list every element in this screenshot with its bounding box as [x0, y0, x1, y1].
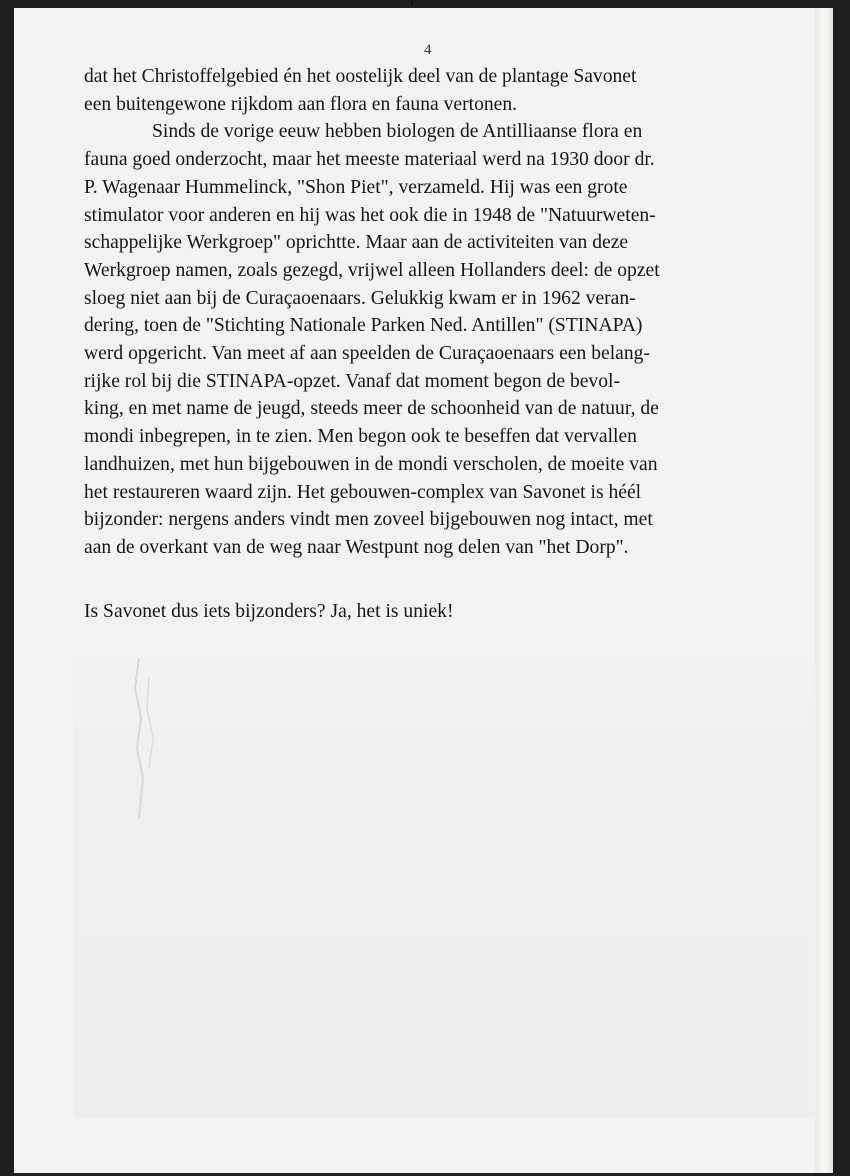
text-line: een buitengewone rijkdom aan flora en fauna vertonen. — [84, 93, 518, 115]
closing-line: Is Savonet dus iets bijzonders? Ja, het is uniek! — [84, 601, 454, 622]
page-edge-shadow — [815, 8, 833, 1173]
text-line: P. Wagenaar Hummelinck, "Shon Piet", verzameld. Hij was een grote — [84, 176, 628, 198]
text-line: werd opgericht. Van meet af aan speelden de Curaçaoenaars een belang- — [84, 343, 650, 365]
text-line: Werkgroep namen, zoals gezegd, vrijwel alleen Hollanders deel: de opzet — [84, 259, 660, 281]
page-number: 4 — [424, 42, 432, 58]
text-line: landhuizen, met hun bijgebouwen in de mondi verscholen, de moeite van — [84, 453, 658, 475]
page-edge-mark — [411, 0, 413, 6]
text-line: stimulator voor anderen en hij was het ook die in 1948 de "Natuurweten- — [84, 204, 656, 226]
text-line: sloeg niet aan bij de Curaçaoenaars. Gelukkig kwam er in 1962 veran- — [84, 287, 636, 309]
text-line: dering, toen de "Stichting Nationale Parken Ned. Antillen" (STINAPA) — [84, 315, 643, 337]
text-line: rijke rol bij die STINAPA-opzet. Vanaf dat moment begon de bevol- — [84, 370, 620, 392]
text-line: mondi inbegrepen, in te zien. Men begon ook te beseffen dat vervallen — [84, 426, 637, 448]
text-line: aan de overkant van de weg naar Westpunt nog delen van "het Dorp". — [84, 536, 629, 558]
paper-scuff-marks — [109, 648, 169, 838]
document-page — [14, 8, 833, 1173]
text-line: het restaureren waard zijn. Het gebouwen-complex van Savonet is héél — [84, 481, 642, 503]
text-line: Sinds de vorige eeuw hebben biologen de Antilliaanse flora en — [152, 121, 643, 143]
text-line: king, en met name de jeugd, steeds meer de schoonheid van de natuur, de — [84, 398, 659, 420]
reverse-side-bleed-through — [74, 648, 814, 1118]
text-line: dat het Christoffelgebied én het oostelijk deel van de plantage Savonet — [84, 66, 637, 87]
text-line: schappelijke Werkgroep" oprichtte. Maar aan de activiteiten van deze — [84, 232, 629, 254]
text-line: fauna goed onderzocht, maar het meeste materiaal werd na 1930 door dr. — [84, 149, 655, 171]
body-text — [84, 63, 796, 562]
text-line: bijzonder: nergens anders vindt men zoveel bijgebouwen nog intact, met — [84, 509, 653, 531]
